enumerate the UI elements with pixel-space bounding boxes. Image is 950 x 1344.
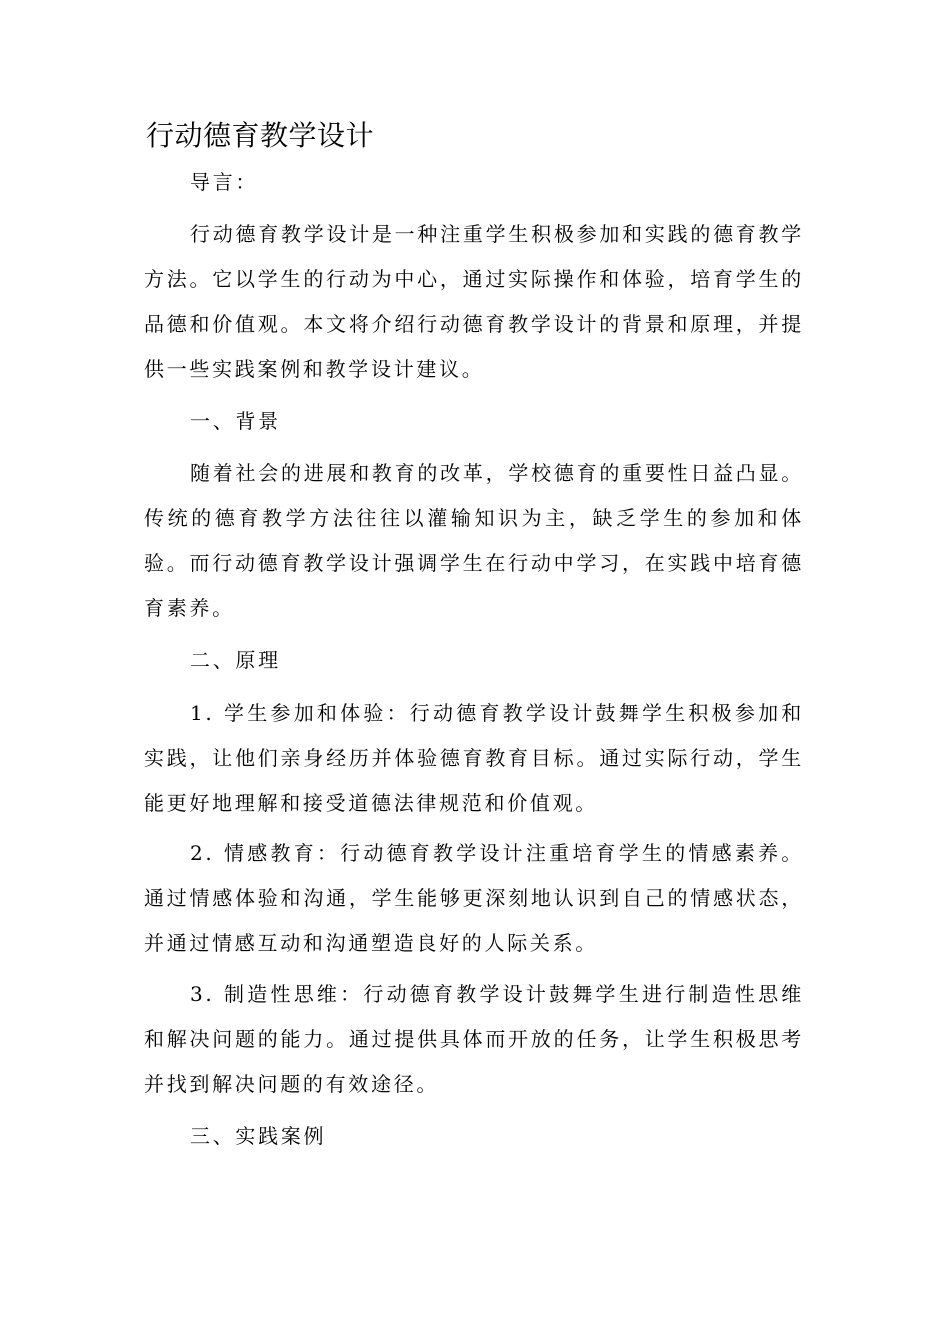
intro-paragraph: 行动德育教学设计是一种注重学生积极参加和实践的德育教学方法。它以学生的行动为中心，通过实际操作和体验，培育学生的品德和价值观。本文将介绍行动德育教学设计的背景和原理，并提供一些实践案例和教学设计建议。 [144, 222, 804, 381]
principle-item-2: 2. 情感教育：行动德育教学设计注重培育学生的情感素养。通过情感体验和沟通，学生能够更深刻地认识到自己的情感状态，并通过情感互动和沟通塑造良好的人际关系。 [144, 841, 804, 955]
section-heading-background: 一、背景 [190, 409, 281, 433]
section-heading-practice-cases: 三、实践案例 [190, 1124, 327, 1148]
section-heading-principles: 二、原理 [190, 648, 281, 672]
background-paragraph: 随着社会的进展和教育的改革，学校德育的重要性日益凸显。传统的德育教学方法往往以灌输知识为主，缺乏学生的参加和体验。而行动德育教学设计强调学生在行动中学习，在实践中培育德育素养。 [144, 461, 804, 620]
document-title: 行动德育教学设计 [146, 119, 375, 152]
intro-label: 导言： [190, 170, 259, 194]
principle-item-3: 3. 制造性思维：行动德育教学设计鼓舞学生进行制造性思维和解决问题的能力。通过提供具体而开放的任务，让学生积极思考并找到解决问题的有效途径。 [144, 982, 804, 1096]
principle-item-1: 1. 学生参加和体验：行动德育教学设计鼓舞学生积极参加和实践，让他们亲身经历并体验德育教育目标。通过实际行动，学生能更好地理解和接受道德法律规范和价值观。 [144, 701, 804, 815]
